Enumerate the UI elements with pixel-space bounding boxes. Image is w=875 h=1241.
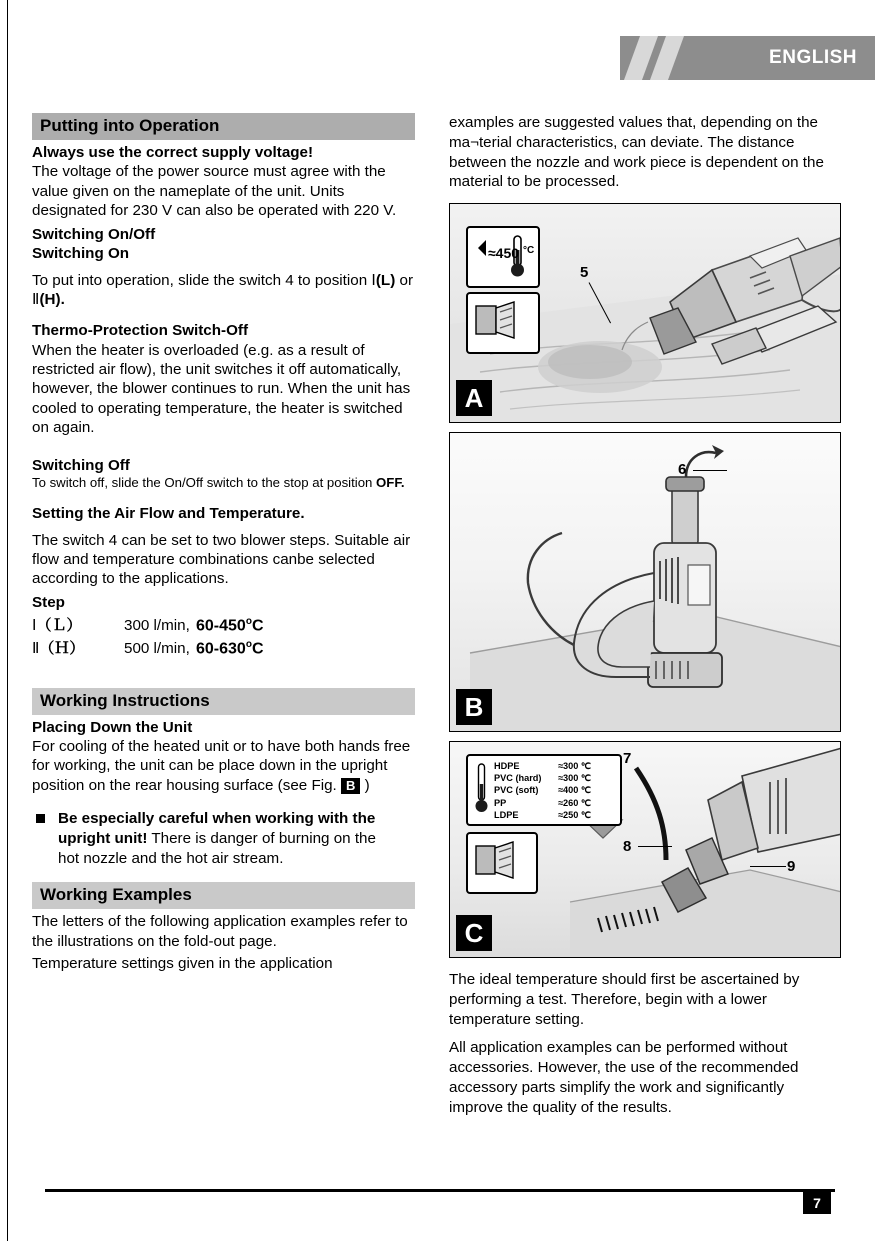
figure-letter-a: A xyxy=(456,380,492,416)
left-column xyxy=(32,113,415,973)
figure-b-leader-line xyxy=(693,470,727,471)
figure-letter-c: C xyxy=(456,915,492,951)
material-name: PP xyxy=(494,797,507,808)
figure-c-callout-7: 7 xyxy=(623,750,632,767)
right-column xyxy=(449,113,841,1117)
material-row xyxy=(494,772,591,784)
switching-on-text-pre: To put into operation, slide the switch 4 to position xyxy=(32,271,372,289)
material-temp: ≈300 ℃ xyxy=(558,773,592,784)
working-examples-paragraph-1: The letters of the following application examples refer to the illustrations on the fold-out page. xyxy=(32,913,408,950)
thermo-protection-paragraph: When the heater is overloaded (e.g. as a result of restricted air flow), the unit switches it off automatically, however, the blower continues to run. When the unit has cooled to operating temperature, the heater is switched on again. xyxy=(32,341,411,436)
switching-on-text-or: or xyxy=(395,271,414,289)
subheading-switching-on: Switching On xyxy=(32,245,130,263)
figure-c-leader-line xyxy=(638,846,672,847)
figure-b-callout-6: 6 xyxy=(678,461,687,478)
page-header-band xyxy=(620,36,875,80)
switching-on-paragraph xyxy=(32,271,415,310)
step-row xyxy=(32,614,415,635)
figure-b-illustration xyxy=(450,433,841,731)
working-examples-paragraph-2: Temperature settings given in the application xyxy=(32,954,333,972)
material-row xyxy=(494,797,591,809)
figure-a-callout-5: 5 xyxy=(580,264,589,281)
step-temp-value: 60-450 xyxy=(196,616,246,634)
switch-position-ii: Ⅱ xyxy=(32,291,40,309)
temperature-badge-unit: °C xyxy=(523,245,535,256)
degree-symbol: o xyxy=(245,638,252,650)
subheading-switching-on-off: Switching On/Off xyxy=(32,226,156,244)
step-roman-1 xyxy=(32,614,124,635)
warning-text xyxy=(58,809,398,868)
figure-c-callout-9: 9 xyxy=(787,858,796,875)
switch-position-h: (H). xyxy=(39,291,65,309)
switch-position-off: OFF. xyxy=(376,475,405,491)
step-flow-2: 500 l/min, xyxy=(124,639,190,657)
warning-bold-text: Be especially careful when working with the upright unit! xyxy=(58,810,376,847)
figure-letter-b: B xyxy=(456,689,492,725)
step-temp-1 xyxy=(196,616,264,635)
figure-c xyxy=(449,741,841,958)
air-flow-paragraph: The switch 4 can be set to two blower steps. Suitable air flow and temperature combinations canbe selected according to the applications. xyxy=(32,531,411,588)
material-temp: ≈260 ℃ xyxy=(558,797,592,808)
step-temp-unit: C xyxy=(251,639,264,657)
step-flow-1: 300 l/min, xyxy=(124,616,190,634)
footer-rule xyxy=(45,1189,835,1192)
right-paragraph-2: All application examples can be performed without accessories. However, the use of the recommended accessory parts simplify the work and significantly improve the quality of the results. xyxy=(449,1039,799,1116)
subheading-switching-off: Switching Off xyxy=(32,457,130,475)
switching-off-paragraph xyxy=(32,475,415,492)
section-title-working-examples: Working Examples xyxy=(32,882,415,909)
step-roman-2 xyxy=(32,637,124,658)
step-roman-numeral: Ⅱ xyxy=(32,639,40,657)
section-title-working-instructions: Working Instructions xyxy=(32,688,415,715)
figure-b xyxy=(449,432,841,732)
bullet-square-icon xyxy=(36,814,45,823)
material-temp: ≈400 ℃ xyxy=(558,785,592,796)
switch-position-i: Ⅰ xyxy=(371,271,376,289)
step-table xyxy=(32,614,415,658)
step-row xyxy=(32,637,415,658)
material-temp: ≈300 ℃ xyxy=(558,761,592,771)
subheading-air-flow-temperature: Setting the Air Flow and Temperature. xyxy=(32,505,305,523)
section-title-putting-into-operation: Putting into Operation xyxy=(32,113,415,140)
material-name: PVC (soft) xyxy=(494,785,539,796)
switch-position-l: (L) xyxy=(375,271,396,289)
temperature-badge-value: ≈450 xyxy=(488,245,520,261)
material-row xyxy=(494,784,591,796)
step-temp-unit: C xyxy=(251,616,264,634)
right-paragraph-1: The ideal temperature should first be ascertained by performing a test. Therefore, begin with a lower temperature setting. xyxy=(449,971,800,1028)
page-number: 7 xyxy=(803,1192,831,1214)
step-temp-2 xyxy=(196,639,264,658)
figure-reference-b: B xyxy=(341,778,360,794)
supply-voltage-paragraph: The voltage of the power source must agree with the value given on the nameplate of the unit. Units designated for 230 V can also be operated with 220 V. xyxy=(32,163,397,219)
placing-down-text-pre: For cooling of the heated unit or to have both hands free for working, the unit can be place down in the upright position on the rear housing surface (see Fig. xyxy=(32,738,411,794)
wide-nozzle-icon xyxy=(468,294,534,348)
placing-down-text-post: ) xyxy=(360,776,370,794)
subheading-placing-down-unit: Placing Down the Unit xyxy=(32,718,193,736)
material-temperature-table xyxy=(466,754,622,826)
temperature-badge xyxy=(466,226,540,288)
degree-symbol: o xyxy=(245,615,252,627)
material-row xyxy=(494,760,591,772)
warning-block xyxy=(32,809,415,868)
warning-rest-text: There is danger of burning on the hot nozzle and the hot air stream. xyxy=(58,829,376,867)
supply-voltage-warning: Always use the correct supply voltage! xyxy=(32,144,314,161)
material-row xyxy=(494,809,591,821)
step-roman-numeral: Ⅰ xyxy=(32,616,37,634)
figure-c-callout-8: 8 xyxy=(623,838,632,855)
header-language-label: ENGLISH xyxy=(769,47,857,68)
step-temp-value: 60-630 xyxy=(196,639,246,657)
material-name: HDPE xyxy=(494,761,520,771)
nozzle-accessory-badge xyxy=(466,292,540,354)
material-temp: ≈250 ℃ xyxy=(558,809,592,820)
wide-nozzle-icon xyxy=(468,834,532,888)
material-rows xyxy=(494,760,591,821)
page-spine-rule xyxy=(7,0,8,1241)
placing-down-paragraph xyxy=(32,737,415,795)
right-intro-paragraph: examples are suggested values that, depending on the ma¬terial characteristics, can deviate. The distance between the nozzle and work piece is dependent on the material to be processed. xyxy=(449,114,824,191)
switching-off-text: To switch off, slide the On/Off switch to the stop at position xyxy=(32,475,377,491)
step-mode: （Ｌ） xyxy=(36,616,82,634)
material-name: PVC (hard) xyxy=(494,773,542,784)
subheading-thermo-protection: Thermo-Protection Switch-Off xyxy=(32,322,248,340)
figure-c-leader-line xyxy=(750,866,786,867)
nozzle-accessory-badge xyxy=(466,832,538,894)
step-mode: （Ｈ） xyxy=(39,639,85,657)
figure-a xyxy=(449,203,841,423)
thermometer-icon xyxy=(472,758,492,822)
step-label: Step xyxy=(32,593,65,611)
material-name: LDPE xyxy=(494,809,519,820)
